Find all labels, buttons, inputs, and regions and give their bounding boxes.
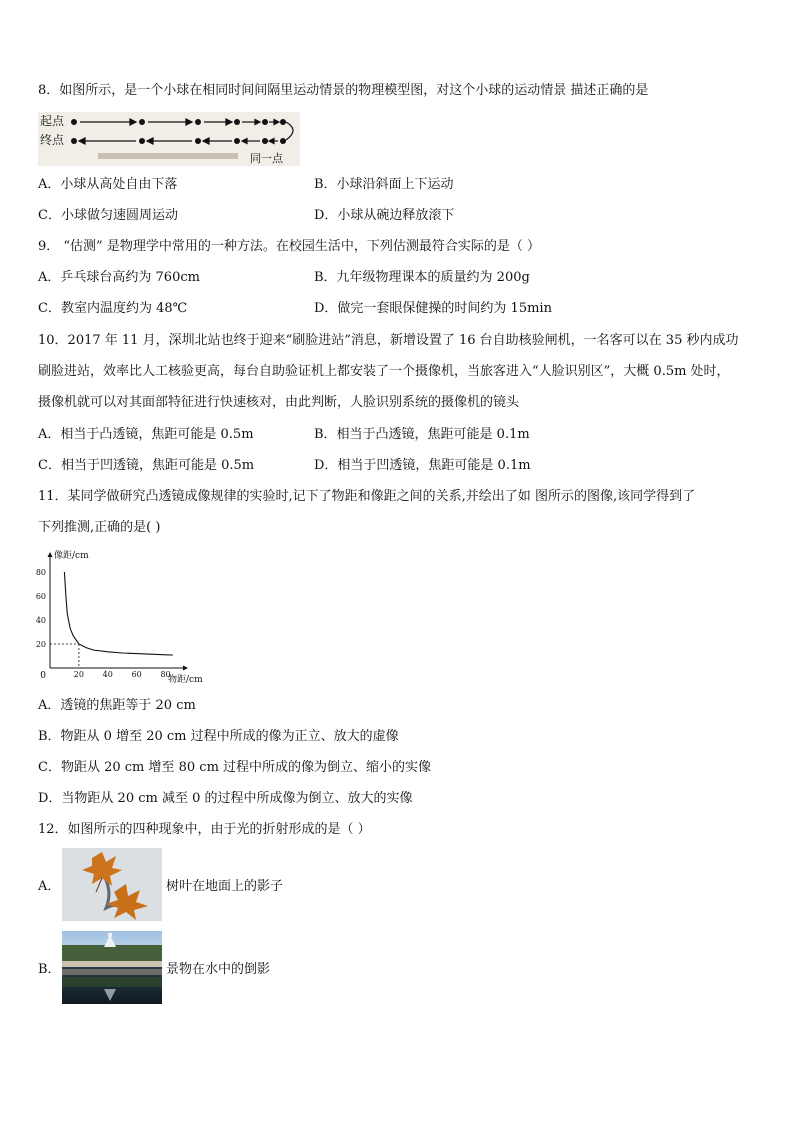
q12-option-b-letter[interactable]: B． (38, 962, 61, 977)
q10-option-a[interactable]: A．相当于凸透镜，焦距可能是 0.5m (38, 427, 254, 442)
x-tick-label: 80 (160, 670, 171, 679)
q9-option-c[interactable]: C．教室内温度约为 48℃ (38, 301, 188, 316)
q8-stem: 8．如图所示，是一个小球在相同时间间隔里运动情景的物理模型图，对这个小球的运动情景 描述正确的是 (38, 83, 649, 98)
q11-option-c[interactable]: C．物距从 20 cm 增至 80 cm 过程中所成的像为倒立、缩小的实像 (38, 760, 432, 775)
graph-series (50, 572, 173, 668)
x-tick-label: 20 (73, 670, 84, 679)
x-axis-label: 物距/cm (168, 675, 203, 685)
start-label: 起点 (40, 114, 65, 128)
q11-line-2: 下列推测,正确的是( ) (38, 520, 161, 535)
q10-option-d[interactable]: D．相当于凹透镜，焦距可能是 0.1m (314, 458, 531, 473)
q12-option-b-caption[interactable]: 景物在水中的倒影 (166, 962, 271, 977)
q9-stem: 9． “估测” 是物理学中常用的一种方法。在校园生活中，下列估测最符合实际的是（ ） (38, 239, 540, 254)
q11-option-d[interactable]: D．当物距从 20 cm 减至 0 的过程中所成像为倒立、放大的实像 (38, 791, 413, 806)
origin-label: 0 (40, 671, 46, 681)
y-tick-label: 60 (35, 592, 46, 601)
end-label: 终点 (40, 133, 65, 147)
q10-option-b[interactable]: B．相当于凸透镜，焦距可能是 0.1m (314, 427, 530, 442)
q11-option-b[interactable]: B．物距从 0 增至 20 cm 过程中所成的像为正立、放大的虚像 (38, 729, 399, 744)
q10-option-c[interactable]: C．相当于凹透镜，焦距可能是 0.5m (38, 458, 255, 473)
y-tick-label: 80 (35, 568, 46, 577)
x-tick-label: 60 (131, 670, 142, 679)
lens-graph (34, 551, 203, 685)
x-tick-label: 40 (102, 670, 113, 679)
q8-option-a[interactable]: A．小球从高处自由下落 (38, 177, 178, 192)
q12-stem: 12．如图所示的四种现象中，由于光的折射形成的是（ ） (38, 822, 371, 837)
x-axis-arrowhead (183, 666, 188, 671)
series-line (64, 572, 172, 655)
leaf-shadow-photo[interactable] (62, 848, 162, 921)
q8-option-c[interactable]: C．小球做匀速圆周运动 (38, 208, 178, 223)
q10-line-2: 刷脸进站，效率比人工核验更高，每台自助验证机上都安装了一个摄像机，当旅客进入“人脸识别区”，大概 0.5m 处时， (38, 364, 730, 379)
q9-option-a[interactable]: A．乒乓球台高约为 760cm (38, 270, 200, 285)
q12-option-a-letter[interactable]: A． (38, 879, 61, 894)
water-reflection-photo[interactable] (62, 931, 162, 1004)
y-axis-arrowhead (48, 552, 53, 557)
q12-option-a-caption[interactable]: 树叶在地面上的影子 (166, 879, 284, 894)
motion-diagram (38, 112, 300, 166)
y-tick-label: 40 (35, 616, 46, 625)
q11-line-1: 11．某同学做研究凸透镜成像规律的实验时,记下了物距和像距之间的关系,并绘出了如 图所示的图像,该同学得到了 (38, 489, 696, 504)
q8-option-b[interactable]: B．小球沿斜面上下运动 (314, 177, 454, 192)
same-point-label: 同一点 (250, 152, 283, 165)
q9-option-d[interactable]: D．做完一套眼保健操的时间约为 15min (314, 301, 552, 316)
q11-option-a[interactable]: A．透镜的焦距等于 20 cm (38, 698, 196, 713)
q9-option-b[interactable]: B．九年级物理课本的质量约为 200g (314, 270, 530, 285)
y-axis-label: 像距/cm (54, 551, 89, 561)
graph-ticks (36, 568, 171, 679)
q10-line-1: 10．2017 年 11 月，深圳北站也终于迎来“刷脸进站”消息，新增设置了 16 台自助核验闸机，一名客可以在 35 秒内成功 (38, 333, 739, 348)
q10-line-3: 摄像机就可以对其面部特征进行快速核对，由此判断，人脸识别系统的摄像机的镜头 (38, 395, 520, 410)
q8-option-d[interactable]: D．小球从碗边释放滚下 (314, 208, 455, 223)
y-tick-label: 20 (35, 640, 46, 649)
